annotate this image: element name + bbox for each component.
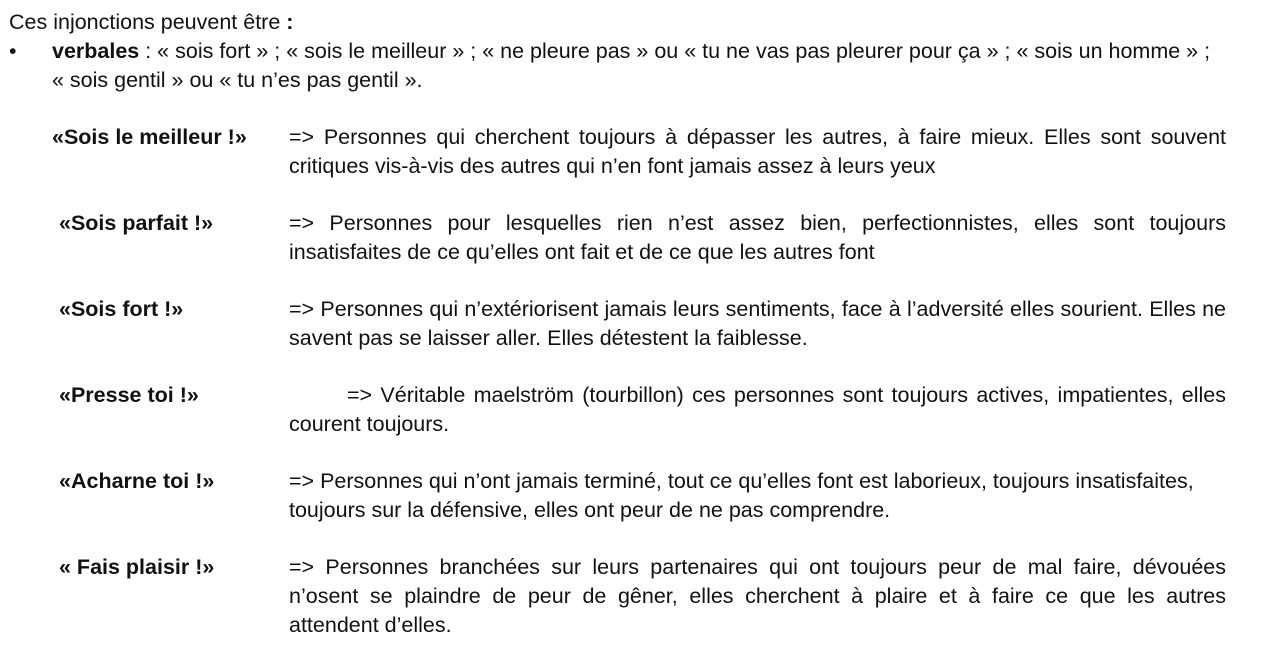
intro-line: [9, 8, 293, 37]
entry-description: => Personnes qui n’extériorisent jamais leurs sentiments, face à l’adversité elles sourient. Elles ne savent pas se laisser aller. Elles détestent la faiblesse.: [289, 297, 1226, 350]
entry-description: => Personnes qui cherchent toujours à dépasser les autres, à faire mieux. Elles sont souvent critiques vis-à-vis des autres qui n’en font jamais assez à leurs yeux: [289, 125, 1226, 178]
entry-label: «Presse toi !»: [59, 383, 199, 407]
bullet-lead: verbales: [52, 39, 140, 63]
intro-text: Ces injonctions peuvent être: [9, 10, 287, 34]
entry-description: [289, 381, 1226, 439]
entry-label: «Sois parfait !»: [59, 211, 214, 235]
bullet-item-verbales: [9, 37, 1229, 95]
entry-label: «Sois le meilleur !»: [52, 125, 247, 149]
entry-description: => Personnes qui n’ont jamais terminé, tout ce qu’elles font est laborieux, toujours insatisfaites, toujours sur la défensive, elles ont peur de ne pas comprendre.: [289, 469, 1194, 522]
entry-description: => Personnes branchées sur leurs partenaires qui ont toujours peur de mal faire, dévouées n’osent se plaindre de peur de gêner, elles cherchent à plaire et à faire ce que les autres attendent d’elles.: [289, 555, 1226, 637]
entry-description-text: => Véritable maelström (tourbillon) ces personnes sont toujours actives, impatientes, elles courent toujours.: [289, 383, 1226, 436]
entry-label: « Fais plaisir !»: [59, 555, 215, 579]
intro-colon: :: [286, 10, 294, 34]
bullet-dot-icon: •: [9, 39, 17, 63]
entry-label: «Sois fort !»: [59, 297, 184, 321]
entry-description: => Personnes pour lesquelles rien n’est assez bien, perfectionnistes, elles sont toujours insatisfaites de ce qu’elles ont fait et de ce que les autres font: [289, 211, 1226, 264]
bullet-text: [52, 37, 1227, 95]
bullet-body: : « sois fort » ; « sois le meilleur » ; « ne pleure pas » ou « tu ne vas pas pleurer pour ça » ; « sois un homme » ; « sois gentil » ou « tu n’es pas gentil ».: [52, 39, 1211, 92]
entry-label: «Acharne toi !»: [59, 469, 215, 493]
